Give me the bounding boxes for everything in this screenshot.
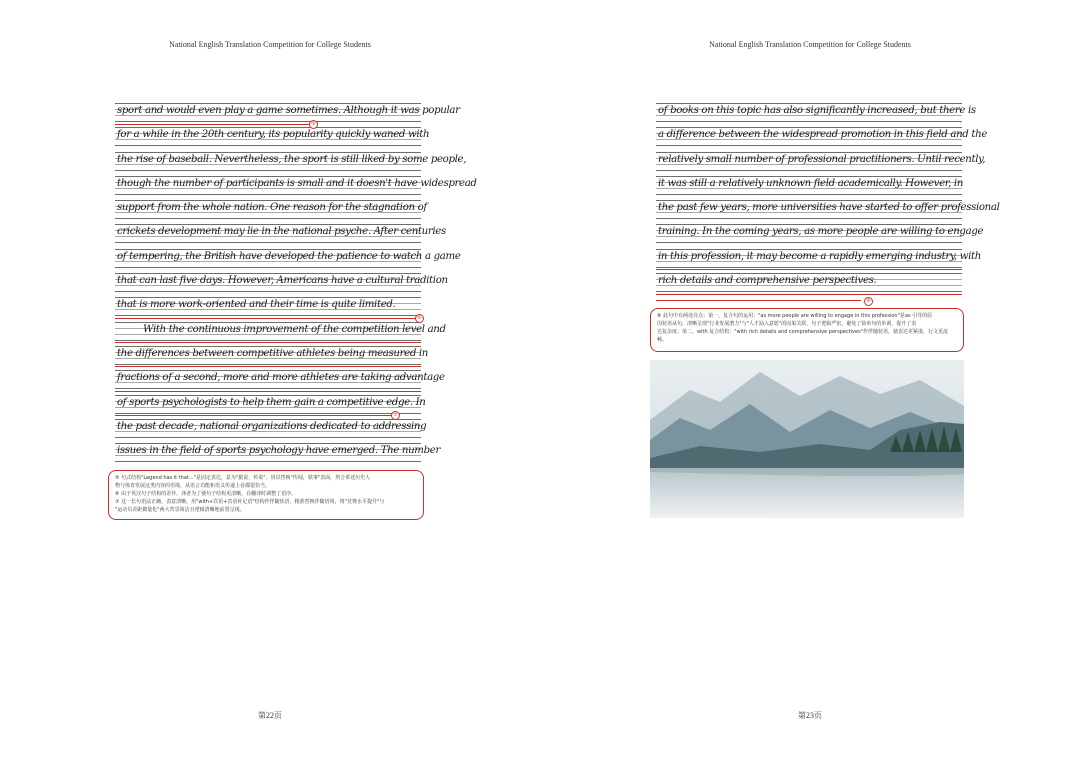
handwriting-line bbox=[656, 197, 1000, 221]
handwriting-line bbox=[115, 343, 428, 367]
handwriting-line bbox=[115, 416, 427, 440]
handwriting-line bbox=[656, 149, 986, 173]
note-line: ⑥ 由于英汉句子结构的差异，译者为了使句子结构更清晰，在翻译时调整了语序。 bbox=[115, 491, 297, 497]
note-line: ⑦ 这一长句语法正确，表意清晰，用"with+宾语+宾语补足语"结构作伴随状语，精准替换伴随语境，将"竞赛水平提升"与 bbox=[115, 499, 385, 505]
handwriting-line bbox=[115, 294, 421, 318]
handwriting-line bbox=[656, 100, 976, 124]
handwriting-line bbox=[115, 173, 477, 197]
handwriting-line bbox=[115, 100, 460, 124]
handwriting-line bbox=[115, 367, 445, 391]
page-number: 第23页 bbox=[798, 711, 822, 720]
red-underline bbox=[115, 415, 395, 416]
line-text: that is more work-oriented and their time is quite limited. bbox=[117, 299, 396, 311]
handwriting-line bbox=[115, 197, 427, 221]
red-underline bbox=[115, 124, 315, 125]
line-text: With the continuous improvement of the competition level and bbox=[143, 323, 446, 335]
line-text: the past decade, national organizations dedicated to addressing bbox=[117, 420, 427, 432]
handwriting-line bbox=[115, 319, 446, 343]
handwriting-sheet bbox=[656, 100, 1000, 304]
handwriting-line bbox=[115, 440, 440, 464]
line-text: relatively small number of professional practitioners. Until recently, bbox=[658, 153, 986, 165]
handwriting-line bbox=[656, 124, 987, 148]
line-text: issues in the field of sports psychology have emerged. The number bbox=[117, 445, 440, 457]
note-line: 物与体育发展这类内容的语境，从语言功能和语义传递上看都很恰当。 bbox=[115, 483, 271, 489]
annotation-marker-6: ⑥ bbox=[415, 314, 424, 323]
page-number: 第22页 bbox=[258, 711, 282, 720]
red-underline bbox=[656, 269, 962, 270]
page-header: National English Translation Competition for College Students bbox=[709, 40, 911, 49]
line-text: the rise of baseball. Nevertheless, the sport is still liked by some people, bbox=[117, 153, 467, 165]
line-text: of sports psychologists to help them gain a competitive edge. In bbox=[117, 396, 426, 408]
red-underline bbox=[115, 342, 421, 343]
handwriting-sheet bbox=[115, 100, 477, 464]
page-23 bbox=[540, 0, 1080, 764]
red-underline bbox=[115, 366, 421, 367]
handwriting-line bbox=[115, 124, 430, 148]
line-text: for a while in the 20th century, its popularity quickly waned with bbox=[117, 129, 430, 141]
annotation-marker-5: ⑤ bbox=[309, 120, 318, 129]
line-text: of tempering, the British have developed the patience to watch a game bbox=[117, 250, 461, 262]
line-text: training. In the coming years, as more people are willing to engage bbox=[658, 226, 984, 238]
handwriting-line bbox=[115, 270, 448, 294]
handwriting-line bbox=[656, 246, 981, 270]
page-header: National English Translation Competition for College Students bbox=[169, 40, 371, 49]
line-text: rich details and comprehensive perspectives. bbox=[658, 275, 877, 287]
annotation-marker-8: ⑧ bbox=[864, 297, 873, 306]
annotation-note bbox=[108, 470, 424, 520]
handwriting-line bbox=[115, 221, 446, 245]
note-line: ⑤ 句式结构"Legend has it that..."是固定表达，意为"据说，传说"，用以替换"传闻，轶事"表面，契合讲述历史人 bbox=[115, 475, 371, 481]
handwriting-line bbox=[115, 246, 461, 270]
line-text: the past few years, more universities have started to offer professional bbox=[658, 202, 1000, 214]
line-text: a difference between the widespread promotion in this field and the bbox=[658, 129, 987, 141]
line-text: the differences between competitive athletes being measured in bbox=[117, 347, 428, 359]
line-text: crickets development may lie in the national psyche. After centuries bbox=[117, 226, 446, 238]
note-line: 因状语从句，清晰呈现"行业发展潜力"与"人才涌入意愿"的因果关联，句子逻辑严密，避免了简单句的单调，提升了表 bbox=[657, 321, 917, 327]
red-underline bbox=[656, 300, 861, 301]
landscape-image bbox=[650, 360, 964, 518]
line-text: sport and would even play a game sometimes. Although it was popular bbox=[117, 105, 460, 116]
note-line: 畅。 bbox=[657, 337, 668, 343]
line-text: of books on this topic has also significantly increased, but there is bbox=[658, 105, 976, 116]
line-text: in this profession, it may become a rapidly emerging industry, with bbox=[658, 250, 981, 262]
note-line: 达复杂度；第二，with 复合结构："with rich details and comprehensive perspectives"作伴随状语，使表达更紧凑，行文更流 bbox=[657, 329, 948, 335]
line-text: that can last five days. However, Americans have a cultural tradition bbox=[117, 275, 448, 287]
annotation-note bbox=[650, 308, 964, 352]
handwriting-line bbox=[115, 392, 426, 416]
line-text: it was still a relatively unknown field academically. However, in bbox=[658, 177, 964, 189]
note-line: "运动员差距微量化"两大背景简洁且逻辑清晰地前置呈现。 bbox=[115, 507, 245, 513]
red-underline bbox=[115, 391, 421, 392]
annotation-marker-7: ⑦ bbox=[391, 411, 400, 420]
handwriting-line bbox=[656, 221, 984, 245]
line-text: though the number of participants is small and it doesn't have widespread bbox=[117, 177, 477, 189]
note-line: ⑧ 此句中有两处亮点：第一，复合句的运用："as more people are willing to engage in this profession"是as 引导的原 bbox=[657, 313, 933, 319]
line-text: support from the whole nation. One reason for the stagnation of bbox=[117, 202, 427, 214]
red-underline bbox=[115, 318, 421, 319]
handwriting-line bbox=[115, 149, 467, 173]
red-underline bbox=[656, 294, 962, 295]
handwriting-line bbox=[656, 173, 962, 197]
line-text: fractions of a second, more and more athletes are taking advantage bbox=[117, 372, 445, 384]
handwriting-line bbox=[656, 270, 962, 294]
